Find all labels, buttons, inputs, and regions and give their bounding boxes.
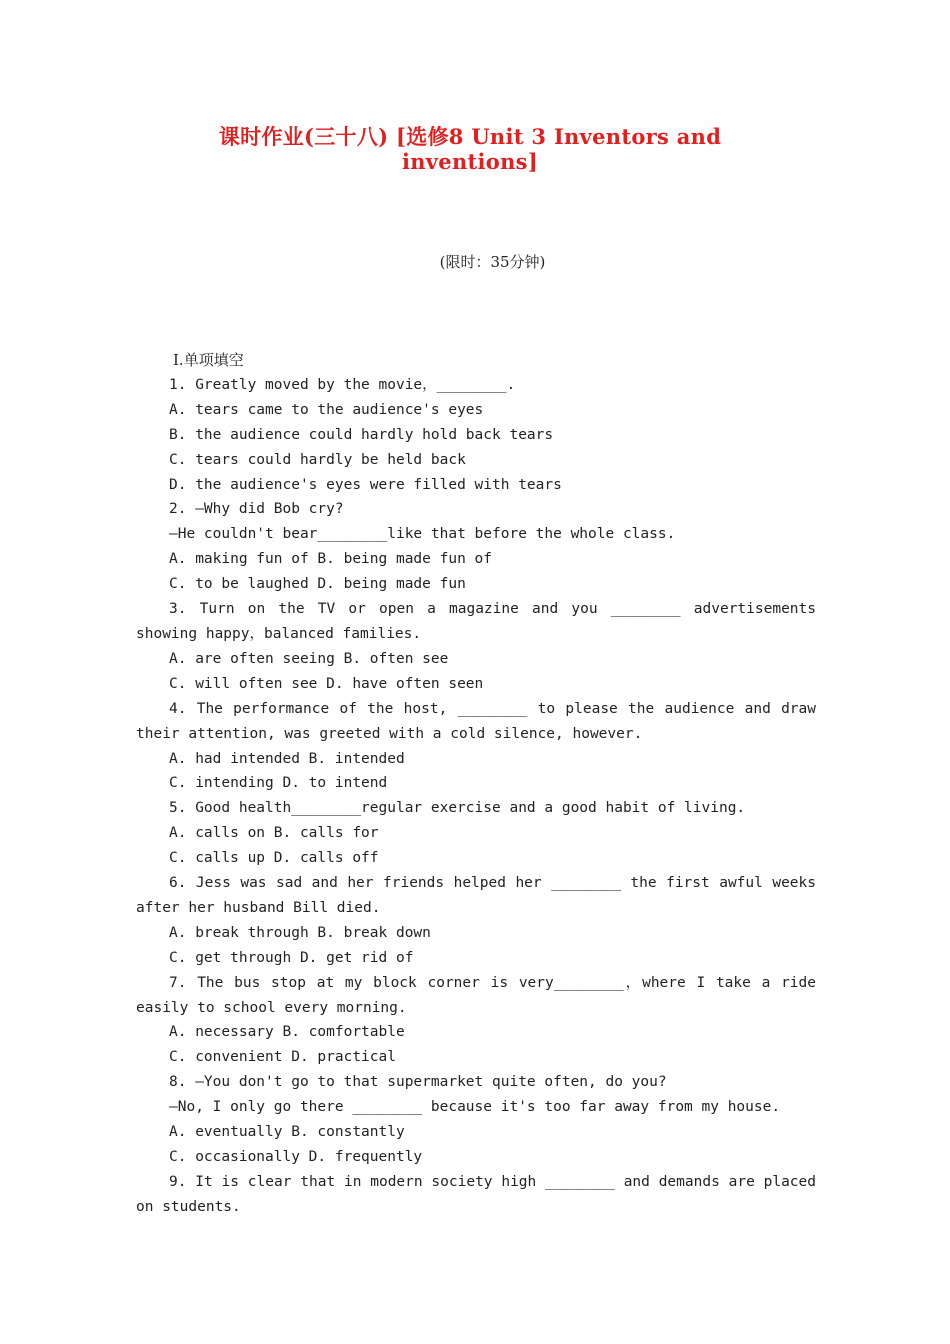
page-title-line-2: inventions]	[401, 149, 539, 174]
question-2-stem: 2. —Why did Bob cry?	[169, 501, 344, 518]
question-4-options-cd: C. intending D. to intend	[169, 775, 388, 792]
question-9-stem: 9. It is clear that in modern society high ________ and demands are placed on students.	[136, 1173, 816, 1215]
question-5-options-cd: C. calls up D. calls off	[169, 850, 379, 867]
question-1-option-b: B. the audience could hardly hold back tears	[169, 426, 554, 443]
question-6-stem: 6. Jess was sad and her friends helped her ________ the first awful weeks after her husband Bill died.	[136, 875, 816, 916]
question-7-options-ab: A. necessary B. comfortable	[169, 1024, 405, 1041]
question-6-options-cd: C. get through D. get rid of	[169, 949, 414, 966]
question-4-stem: 4. The performance of the host, ________ to please the audience and draw their attention, was greeted with a cold silence, however.	[136, 700, 816, 742]
question-5-options-ab: A. calls on B. calls for	[169, 825, 379, 842]
page-title-line-1: 课时作业(三十八) [选修8 Unit 3 Inventors and	[218, 124, 722, 149]
question-3-options-ab: A. are often seeing B. often see	[169, 650, 449, 667]
question-2-options-cd: C. to be laughed D. being made fun	[169, 576, 466, 593]
question-8-options-cd: C. occasionally D. frequently	[169, 1149, 423, 1165]
question-8-options-ab: A. eventually B. constantly	[169, 1124, 405, 1141]
question-4-options-ab: A. had intended B. intended	[169, 750, 405, 767]
question-8-stem: 8. —You don't go to that supermarket quite often, do you?	[169, 1074, 667, 1091]
question-1-option-a: A. tears came to the audience's eyes	[169, 401, 484, 418]
question-3-options-cd: C. will often see D. have often seen	[169, 675, 484, 692]
question-2-response: —He couldn't bear________like that before the whole class.	[169, 526, 676, 543]
question-1-option-d: D. the audience's eyes were filled with tears	[169, 476, 562, 493]
question-7-options-cd: C. convenient D. practical	[169, 1049, 396, 1066]
question-6-options-ab: A. break through B. break down	[169, 924, 431, 941]
question-2-options-ab: A. making fun of B. being made fun of	[169, 551, 493, 568]
question-7-stem: 7. The bus stop at my block corner is very________，where I take a ride easily to school every morning.	[136, 974, 816, 1016]
exercise-content	[136, 348, 816, 1220]
question-1-stem: 1. Greatly moved by the movie，________.	[169, 376, 516, 393]
question-3-stem: 3. Turn on the TV or open a magazine and you ________ advertisements showing happy，balanced families.	[136, 601, 816, 642]
time-limit: (限时：35分钟)	[439, 253, 546, 271]
page-title	[150, 124, 790, 174]
question-5-stem: 5. Good health________regular exercise and a good habit of living.	[169, 800, 746, 817]
section-heading: Ⅰ.单项填空	[173, 351, 244, 369]
question-1-option-c: C. tears could hardly be held back	[169, 451, 466, 468]
question-8-response: —No, I only go there ________ because it's too far away from my house.	[169, 1099, 781, 1116]
